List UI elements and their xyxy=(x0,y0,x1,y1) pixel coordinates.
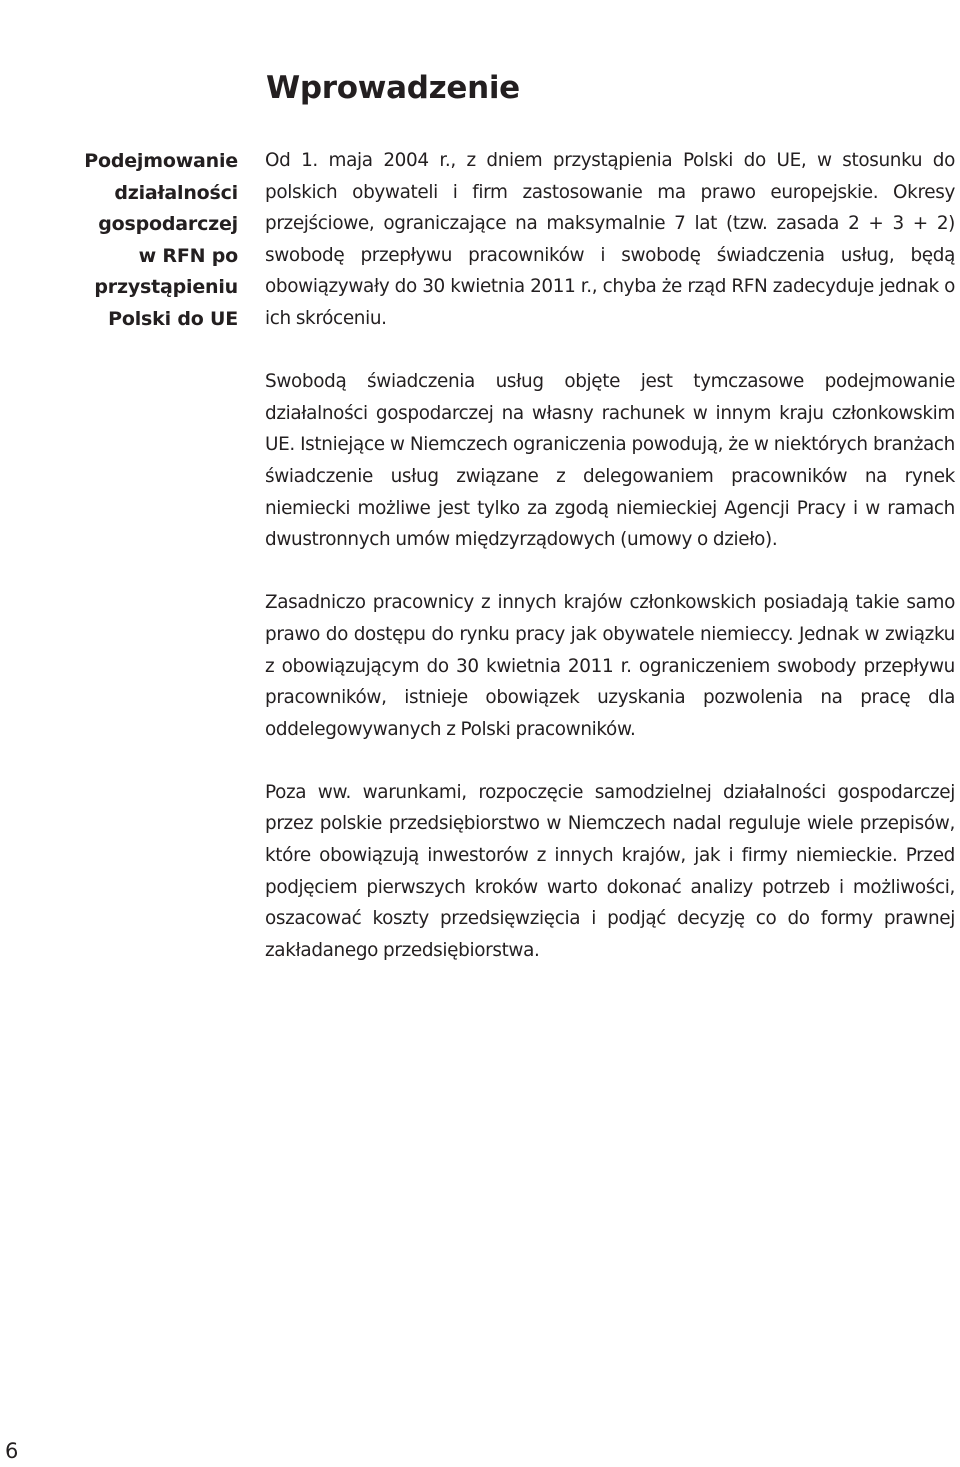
side-heading-line: Polski do UE xyxy=(108,307,238,330)
side-heading-line: działalności xyxy=(114,181,238,204)
page-title: Wprowadzenie xyxy=(266,70,520,106)
body-text xyxy=(265,145,955,998)
paragraph: Zasadniczo pracownicy z innych krajów członkowskich posiadają takie samo prawo do dostępu do rynku pracy jak obywatele niemieccy. Jednak w związku z obowiązującym do 30 kwietnia 2011 r. ograniczeniem swobody przepływu pracowników, istnieje obowiązek uzyskania pozwolenia na pracę dla oddelegowywanych z Polski pracowników. xyxy=(265,592,955,740)
side-heading xyxy=(38,146,238,336)
paragraph: Od 1. maja 2004 r., z dniem przystąpienia Polski do UE, w stosunku do polskich obywateli i firm zastosowanie ma prawo europejskie. Okresy przejściowe, ograniczające na maksymalnie 7 lat (tzw. zasada 2 + 3 + 2) swobodę przepływu pracowników i swobodę świadczenia usług, będą obowiązywały do 30 kwietnia 2011 r., chyba że rząd RFN zadecyduje jednak o ich skróceniu. xyxy=(265,150,955,329)
side-heading-line: Podejmowanie xyxy=(84,150,238,172)
page-number: 6 xyxy=(5,1439,19,1463)
side-heading-line: gospodarczej xyxy=(98,213,238,236)
side-heading-line: w RFN po xyxy=(138,244,238,267)
side-heading-line: przystąpieniu xyxy=(94,276,238,299)
paragraph: Poza ww. warunkami, rozpoczęcie samodzielnej działalności gospodarczej przez polskie przedsiębiorstwo w Niemczech nadal reguluje wiele przepisów, które obowiązują inwestorów z innych krajów, jak i firmy niemieckie. Przed podjęciem pierwszych kroków warto dokonać analizy potrzeb i możliwości, oszacować koszty przedsięwzięcia i podjąć decyzję co do formy prawnej zakładanego przedsiębiorstwa. xyxy=(265,781,955,961)
paragraph: Swobodą świadczenia usług objęte jest tymczasowe podejmowanie działalności gospodarczej na własny rachunek w innym kraju członkowskim UE. Istniejące w Niemczech ograniczenia powodują, że w niektórych branżach świadczenie usług związane z delegowaniem pracowników na rynek niemiecki możliwe jest tylko za zgodą niemieckiej Agencji Pracy i w ramach dwustronnych umów międzyrządowych (umowy o dzieło). xyxy=(265,371,955,551)
